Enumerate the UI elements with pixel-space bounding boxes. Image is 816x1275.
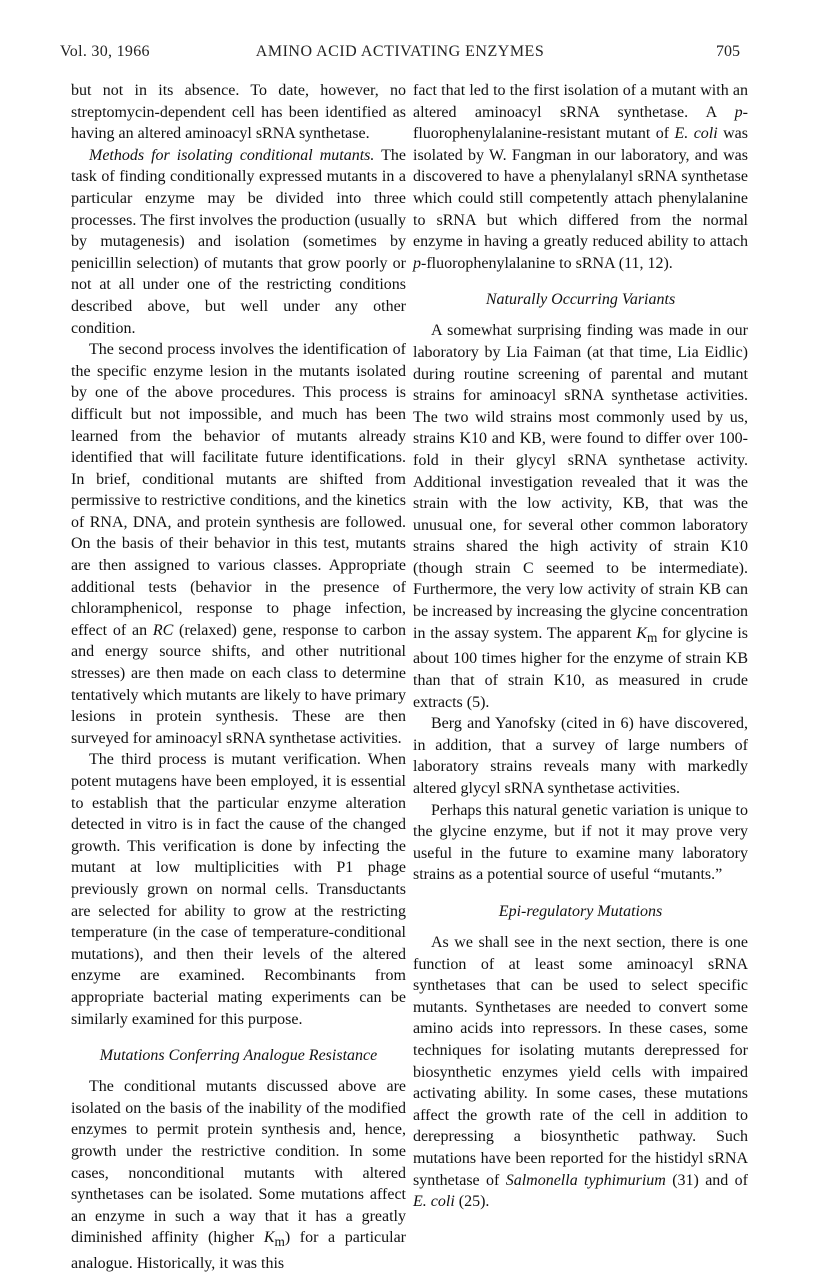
right-column <box>413 80 748 1213</box>
run-in-heading: Methods for isolating conditional mutants. <box>89 146 375 164</box>
paragraph-text: The conditional mutants discussed above are isolated on the basis of the inability of the modified enzymes to permit protein synthesis and, hence, growth under the restrictive condition. In some cases, nonconditional mutants with altered synthetases can be isolated. Some mutations affect an enzyme in such a way that it has a greatly diminished affinity (higher <box>71 1078 406 1247</box>
section-heading: Mutations Conferring Analogue Resistance <box>99 1047 378 1065</box>
journal-volume: Vol. 30, 1966 <box>60 43 150 60</box>
paragraph: Perhaps this natural genetic variation is unique to the glycine enzyme, but if not it may prove very useful in the future to examine many laboratory strains as a potential source of useful “mutants.” <box>413 801 748 884</box>
paragraph-text: As we shall see in the next section, there is one function of at least some aminoacyl sRNA synthetases that can be used to select specific mutants. Synthetases are needed to convert some amino acids into repressors. In these cases, some techniques for isolating mutants derepressed for biosynthetic enzymes yield cells with impaired activating ability. In some cases, these mutations affect the growth rate of the cell in addition to derepressing a biosynthetic pathway. Such mutations have been reported for the histidyl sRNA synthetase of <box>413 933 748 1189</box>
species-name: E. coli <box>674 125 718 143</box>
species-name: E. coli <box>413 1193 455 1211</box>
running-title: AMINO ACID ACTIVATING ENZYMES <box>255 43 545 60</box>
paragraph-text: A somewhat surprising finding was made in our laboratory by Lia Faiman (at that time, Lia Eidlic) during routine screening of parental and mutant strains for aminoacyl sRNA synthetase activities. The two wild strains most commonly used by us, strains K10 and KB, were found to differ over 100-fold in their glycyl sRNA synthetase activity. Additional investigation revealed that it was the strain with the low activity, KB, that was the unusual one, for several other common laboratory strains shared the high activity of strain K10 (though strain C seemed to be intermediate). Furthermore, the very low activity of strain KB can be increased by increasing the glycine concentration in the assay system. The apparent <box>413 322 748 642</box>
paragraph: The third process is mutant verification. When potent mutagens have been employed, it is essential to establish that the particular enzyme alteration detected in vitro is in fact the cause of the changed growth. This verification is done by infecting the mutant at low multiplicities with P1 phage previously grown on normal cells. Transductants are selected for ability to grow at the restricting temperature (in the case of temperature-conditional mutations), and then their levels of the altered enzyme are examined. Recombinants from appropriate bacterial mating experiments can be similarly examined for this purpose. <box>71 751 406 1028</box>
section-heading: Epi-regulatory Mutations <box>498 902 663 920</box>
paragraph-text: was isolated by W. Fangman in our laboratory, and was discovered to have a phenylalanyl sRNA synthetase which could still competently attach phenylalanine to sRNA but which differed from the normal enzyme in having a greatly reduced ability to attach <box>413 125 749 251</box>
left-column <box>71 80 406 1275</box>
paragraph <box>413 932 748 1213</box>
paragraph <box>71 1076 406 1275</box>
km-subscript: m <box>274 1234 285 1250</box>
paragraph: but not in its absence. To date, however, no streptomycin-dependent cell has been identified as having an altered aminoacyl sRNA synthetase. <box>71 82 406 143</box>
paragraph <box>71 145 406 339</box>
paragraph-text: ) for a particular analogue. Historically, it was this <box>71 1229 406 1273</box>
paragraph-text: The task of finding conditionally expressed mutants in a particular enzyme may be divided into three processes. The first involves the production (usually by mutagenesis) and isolation (sometimes by penicillin selection) of mutants that grow poorly or not at all under one of the restricting conditions described above, but well under any other condition. <box>71 146 406 337</box>
section-heading: Naturally Occurring Variants <box>485 291 676 309</box>
paragraph-text: (relaxed) gene, response to carbon and energy source shifts, and other nutritional stresses) are then made on each class to determine tentatively which mutants are likely to have primary lesions in protein synthesis. These are then surveyed for aminoacyl sRNA synthetase activities. <box>71 621 407 747</box>
paragraph-text: fact that led to the first isolation of a mutant with an altered aminoacyl sRNA synthetase. A <box>413 82 748 121</box>
paragraph-text: -fluorophenylalanine-resistant mutant of <box>413 103 748 143</box>
paragraph <box>413 320 748 713</box>
paragraph-text: -fluorophenylalanine to sRNA (11, 12). <box>421 254 673 272</box>
running-header <box>60 40 740 64</box>
italic-p: p <box>734 103 743 121</box>
paragraph-text: (25). <box>454 1193 490 1211</box>
paragraph: Berg and Yanofsky (cited in 6) have discovered, in addition, that a survey of large numbers of laboratory strains reveals many with markedly altered glycyl sRNA synthetase activities. <box>413 715 748 797</box>
paragraph-text: The second process involves the identification of the specific enzyme lesion in the mutants isolated by one of the above procedures. This process is difficult but not impossible, and much has been learned from the behavior of mutants already identified that will facilitate future identifications. In brief, conditional mutants are shifted from permissive to restrictive conditions, and the kinetics of RNA, DNA, and protein synthesis are followed. On the basis of their behavior in this test, mutants are then assigned to various classes. Appropriate additional tests (behavior in the presence of chloramphenicol, response to phage infection, effect of an <box>71 341 406 639</box>
page-number: 705 <box>716 43 740 60</box>
km-subscript: m <box>646 629 658 645</box>
species-name: Salmonella typhimurium <box>505 1171 666 1189</box>
italic-p: p <box>413 254 421 272</box>
gene-symbol: RC <box>152 621 174 639</box>
paragraph <box>71 339 406 749</box>
paragraph-text: (31) and of <box>665 1171 748 1189</box>
km-symbol: K <box>263 1229 275 1247</box>
paragraph <box>413 80 748 274</box>
km-symbol: K <box>636 624 647 642</box>
paragraph-text: for glycine is about 100 times higher for the enzyme of strain KB than that of strain K10, as measured in crude extracts (5). <box>413 624 749 711</box>
